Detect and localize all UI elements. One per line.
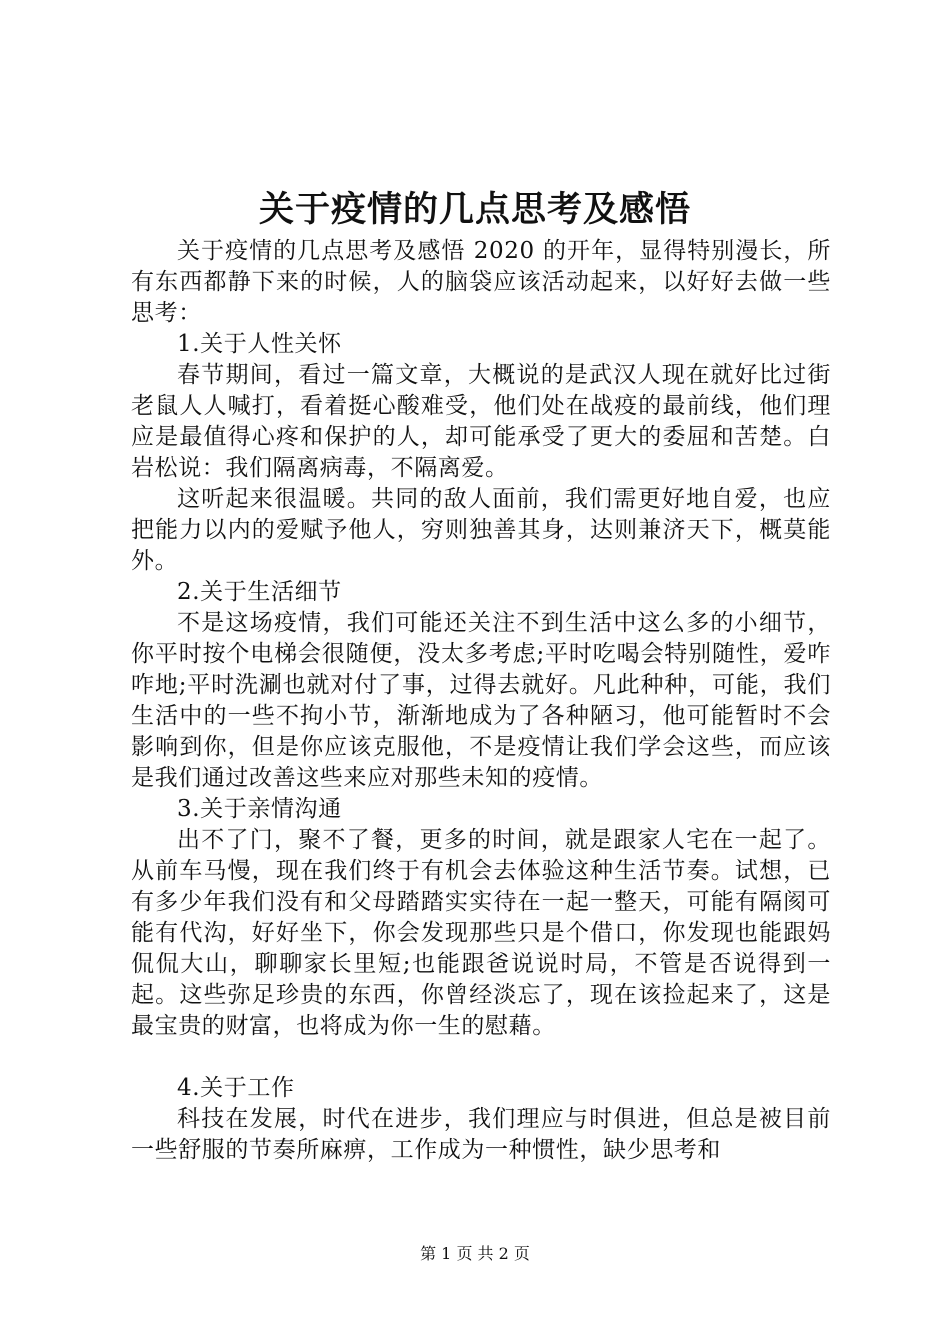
section-heading-1: 1.关于人性关怀 [177, 331, 342, 357]
section-1-paragraph-2: 这听起来很温暖。共同的敌人面前，我们需更好地自爱，也应把能力以内的爱赋予他人，穷则独善其身，达则兼济天下，概莫能外。 [131, 486, 831, 574]
document-body [131, 236, 831, 1166]
page-footer: 第 1 页 共 2 页 [420, 1244, 530, 1263]
intro-paragraph: 关于疫情的几点思考及感悟 2020 的开年，显得特别漫长，所有东西都静下来的时候，人的脑袋应该活动起来，以好好去做一些思考： [131, 238, 831, 326]
document-title: 关于疫情的几点思考及感悟 [258, 189, 691, 230]
section-2-paragraph: 不是这场疫情，我们可能还关注不到生活中这么多的小细节，你平时按个电梯会很随便，没太多考虑;平时吃喝会特别随性，爱咋咋地;平时洗涮也就对付了事，过得去就好。凡此种种，可能，我们生活中的一些不拘小节，渐渐地成为了各种陋习，他可能暂时不会影响到你，但是你应该克服他，不是疫情让我们学会这些，而应该是我们通过改善这些来应对那些未知的疫情。 [131, 610, 831, 791]
section-1-paragraph-1: 春节期间，看过一篇文章，大概说的是武汉人现在就好比过街老鼠人人喊打，看着挺心酸难受，他们处在战疫的最前线，他们理应是最值得心疼和保护的人，却可能承受了更大的委屈和苦楚。白岩松说：我们隔离病毒，不隔离爱。 [131, 362, 831, 481]
section-heading-3: 3.关于亲情沟通 [177, 796, 342, 822]
section-heading-2: 2.关于生活细节 [177, 579, 342, 605]
section-3-paragraph: 出不了门，聚不了餐，更多的时间，就是跟家人宅在一起了。从前车马慢，现在我们终于有机会去体验这种生活节奏。试想，已有多少年我们没有和父母踏踏实实待在一起一整天，可能有隔阂可能有代沟，好好坐下，你会发现那些只是个借口，你发现也能跟妈侃侃大山，聊聊家长里短;也能跟爸说说时局，不管是否说得到一起。这些弥足珍贵的东西，你曾经淡忘了，现在该捡起来了，这是最宝贵的财富，也将成为你一生的慰藉。 [131, 827, 831, 1039]
section-4-paragraph: 科技在发展，时代在进步，我们理应与时俱进，但总是被目前一些舒服的节奏所麻痹，工作成为一种惯性，缺少思考和 [131, 1106, 831, 1163]
section-heading-4: 4.关于工作 [177, 1075, 295, 1101]
